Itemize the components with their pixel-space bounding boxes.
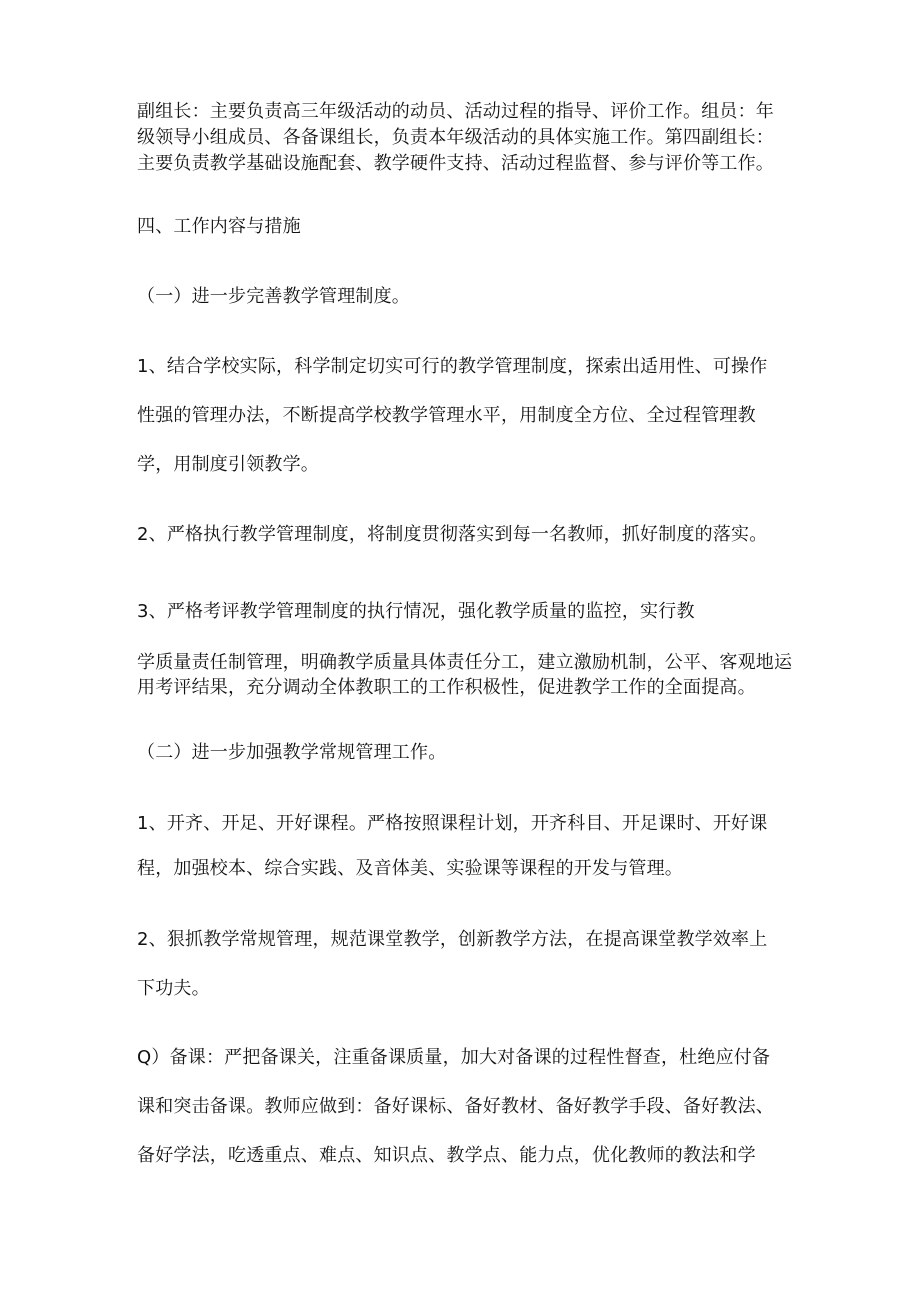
paragraph-line: 2、严格执行教学管理制度，将制度贯彻落实到每一名教师，抓好制度的落实。 (137, 524, 768, 545)
paragraph-line: 2、狠抓教学常规管理，规范课堂教学，创新教学方法，在提高课堂教学效率上 (137, 929, 768, 950)
paragraph-line: 下功夫。 (137, 978, 210, 999)
paragraph-line: 学，用制度引领教学。 (137, 454, 319, 475)
paragraph-line: 程，加强校本、综合实践、及音体美、实验课等课程的开发与管理。 (137, 858, 683, 879)
paragraph-line: 1、结合学校实际，科学制定切实可行的教学管理制度，探索出适用性、可操作 (137, 356, 768, 377)
paragraph-line: 性强的管理办法，不断提高学校教学管理水平，用制度全方位、全过程管理教 (137, 405, 756, 426)
paragraph-line: 3、严格考评教学管理制度的执行情况，强化教学质量的监控，实行教 (137, 601, 695, 622)
paragraph-line: 用考评结果，充分调动全体教职工的工作积极性，促进教学工作的全面提高。 (137, 677, 756, 698)
section-heading: 四、工作内容与措施 (137, 216, 301, 237)
subsection-heading: （一）进一步完善教学管理制度。 (137, 286, 410, 307)
paragraph-line: Q）备课：严把备课关，注重备课质量，加大对备课的过程性督查，杜绝应付备 (137, 1047, 771, 1068)
paragraph-line: 级领导小组成员、各备课组长，负责本年级活动的具体实施工作。第四副组长： (137, 127, 774, 148)
paragraph-line: 备好学法，吃透重点、难点、知识点、教学点、能力点，优化教师的教法和学 (137, 1145, 756, 1166)
paragraph-line: 学质量责任制管理，明确教学质量具体责任分工，建立激励机制，公平、客观地运 (137, 652, 793, 673)
paragraph-line: 1、开齐、开足、开好课程。严格按照课程计划，开齐科目、开足课时、开好课 (137, 813, 768, 834)
paragraph-line: 副组长：主要负责高三年级活动的动员、活动过程的指导、评价工作。组员：年 (137, 101, 774, 122)
paragraph-line: 主要负责教学基础设施配套、教学硬件支持、活动过程监督、参与评价等工作。 (137, 153, 774, 174)
paragraph-line: 课和突击备课。教师应做到：备好课标、备好教材、备好教学手段、备好教法、 (137, 1096, 774, 1117)
subsection-heading: （二）进一步加强教学常规管理工作。 (137, 742, 447, 763)
